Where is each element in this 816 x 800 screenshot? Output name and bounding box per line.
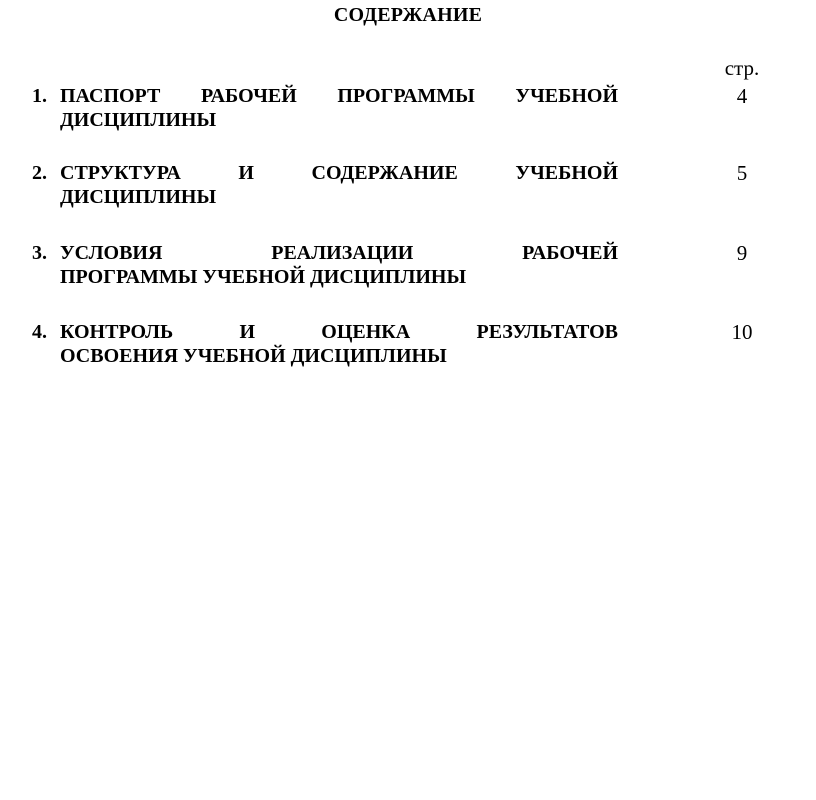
toc-entry-title bbox=[60, 161, 618, 209]
toc-entry-title-line1: КОНТРОЛЬ И ОЦЕНКА РЕЗУЛЬТАТОВ bbox=[60, 321, 618, 343]
toc-entry-page: 10 bbox=[731, 320, 753, 344]
toc-entry-title-line2: ПРОГРАММЫ УЧЕБНОЙ ДИСЦИПЛИНЫ bbox=[60, 266, 467, 288]
toc-entry-number: 3. bbox=[32, 242, 47, 264]
toc-entry-title bbox=[60, 241, 618, 289]
toc-entry-number: 1. bbox=[32, 85, 47, 107]
toc-entry-title bbox=[60, 320, 618, 368]
toc-entry-2 bbox=[28, 161, 788, 221]
page-column-header: стр. bbox=[724, 56, 760, 80]
toc-entry-title-line2: ОСВОЕНИЯ УЧЕБНОЙ ДИСЦИПЛИНЫ bbox=[60, 345, 447, 367]
toc-entry-title-line1: ПАСПОРТ РАБОЧЕЙ ПРОГРАММЫ УЧЕБНОЙ bbox=[60, 85, 618, 107]
document-title: СОДЕРЖАНИЕ bbox=[333, 4, 483, 26]
toc-entry-3 bbox=[28, 241, 788, 301]
toc-entry-page: 5 bbox=[736, 161, 748, 185]
toc-entry-title-line2: ДИСЦИПЛИНЫ bbox=[60, 186, 217, 208]
toc-entry-title-line1: УСЛОВИЯ РЕАЛИЗАЦИИ РАБОЧЕЙ bbox=[60, 242, 618, 264]
toc-entry-title bbox=[60, 84, 618, 132]
toc-entry-page: 9 bbox=[736, 241, 748, 265]
toc-entry-title-line2: ДИСЦИПЛИНЫ bbox=[60, 109, 217, 131]
toc-entry-4 bbox=[28, 320, 788, 380]
toc-entry-page: 4 bbox=[736, 84, 748, 108]
toc-entry-number: 4. bbox=[32, 321, 47, 343]
toc-entry-1 bbox=[28, 84, 788, 144]
toc-entry-title-line1: СТРУКТУРА И СОДЕРЖАНИЕ УЧЕБНОЙ bbox=[60, 162, 618, 184]
toc-entry-number: 2. bbox=[32, 162, 47, 184]
